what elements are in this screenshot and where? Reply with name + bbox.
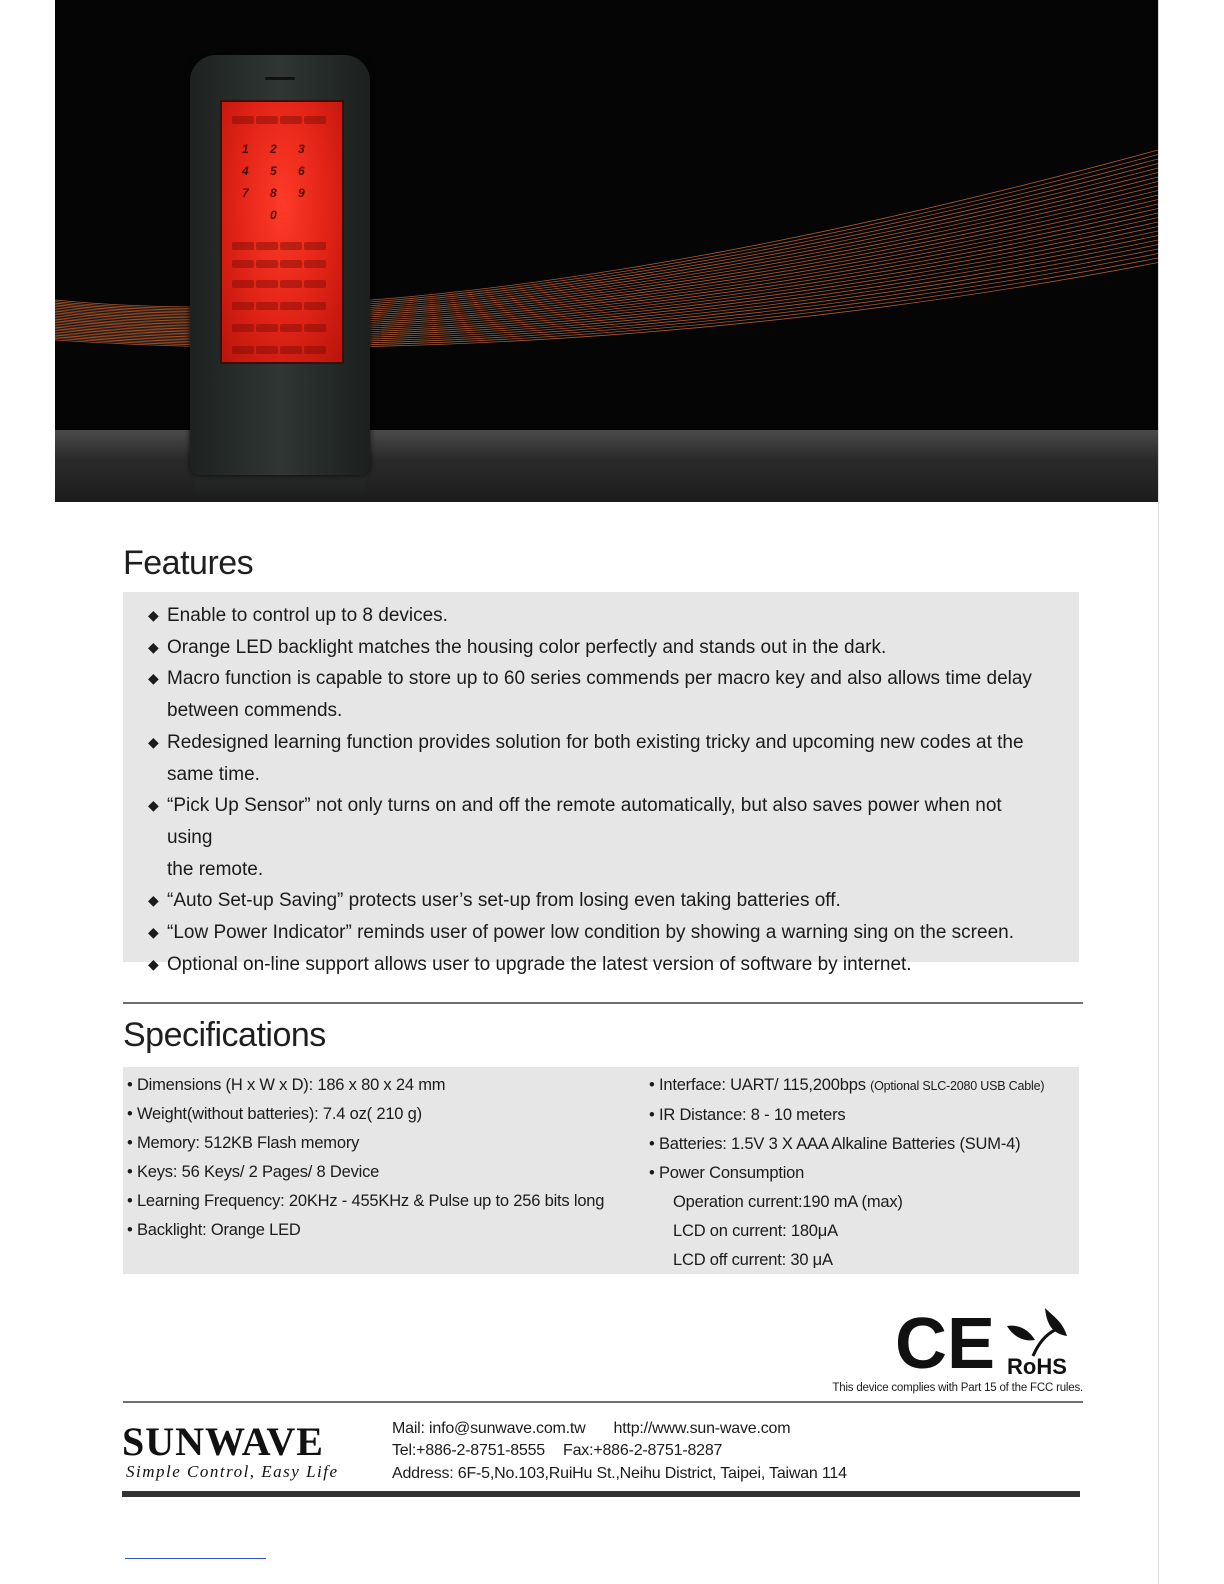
feature-item-continued	[148, 759, 1049, 791]
screen-key-block	[304, 260, 326, 268]
screen-key-block	[280, 116, 302, 124]
feature-item: ◆ Optional on-line support allows user to upgrade the latest version of software by internet.	[148, 949, 1049, 981]
spec-interface-note: (Optional SLC-2080 USB Cable)	[870, 1079, 1045, 1093]
feature-item: ◆ “Low Power Indicator” reminds user of power low condition by showing a warning sing on the screen.	[148, 917, 1049, 949]
screen-key-block	[256, 242, 278, 250]
spec-dimensions: • Dimensions (H x W x D): 186 x 80 x 24 mm	[127, 1076, 446, 1094]
feature-text: between commends.	[167, 700, 343, 722]
spec-interface	[649, 1071, 1079, 1101]
feature-item: ◆ Orange LED backlight matches the housing color perfectly and stands out in the dark.	[148, 632, 1049, 664]
feature-item: ◆ “Pick Up Sensor” not only turns on and off the remote automatically, but also saves power when not using	[148, 790, 1049, 853]
screen-key-block	[256, 116, 278, 124]
specifications-box	[123, 1067, 1079, 1274]
specs-right-column	[649, 1071, 1079, 1275]
key-9: 9	[298, 186, 305, 200]
spec-memory: • Memory: 512KB Flash memory	[127, 1134, 360, 1152]
screen-key-block	[280, 242, 302, 250]
spec-lcd-off-current: LCD off current: 30 μA	[673, 1251, 833, 1269]
feature-item-continued	[148, 854, 1049, 886]
key-1: 1	[242, 142, 249, 156]
screen-key-block	[304, 280, 326, 288]
feature-item: ◆ Enable to control up to 8 devices.	[148, 600, 1049, 632]
contact-line-1	[392, 1420, 790, 1438]
feature-text: “Low Power Indicator” reminds user of power low condition by showing a warning sing on the screen.	[167, 922, 1014, 944]
screen-key-block	[280, 324, 302, 332]
remote-ir-slot	[265, 77, 295, 80]
screen-key-block	[280, 260, 302, 268]
screen-key-block	[304, 242, 326, 250]
screen-key-block	[280, 302, 302, 310]
contact-website[interactable]: http://www.sun-wave.com	[613, 1420, 791, 1437]
screen-key-block	[256, 302, 278, 310]
feature-text: the remote.	[167, 858, 264, 880]
features-heading: Features	[123, 544, 254, 582]
feature-text: same time.	[167, 763, 260, 785]
spec-weight: • Weight(without batteries): 7.4 oz( 210 g)	[127, 1105, 422, 1123]
screen-key-block	[256, 346, 278, 354]
key-8: 8	[270, 186, 277, 200]
screen-key-block	[280, 280, 302, 288]
screen-key-block	[304, 302, 326, 310]
link-underline[interactable]	[125, 1558, 266, 1559]
key-6: 6	[298, 164, 305, 178]
feature-text: Orange LED backlight matches the housing color perfectly and stands out in the dark.	[167, 636, 887, 658]
key-0: 0	[270, 208, 277, 222]
certification-marks	[895, 1300, 1085, 1380]
screen-key-block	[232, 116, 254, 124]
brand-logo: SUNWAVE	[122, 1419, 324, 1464]
hero-image	[55, 0, 1158, 502]
screen-key-block	[232, 280, 254, 288]
feature-item: ◆ Redesigned learning function provides solution for both existing tricky and upcoming new codes at the	[148, 727, 1049, 759]
screen-key-block	[232, 242, 254, 250]
screen-key-block	[280, 346, 302, 354]
feature-item: ◆ Macro function is capable to store up to 60 series commends per macro key and also allows time delay	[148, 663, 1049, 695]
feature-item-continued	[148, 695, 1049, 727]
screen-key-block	[232, 324, 254, 332]
ce-mark: CE	[895, 1304, 996, 1380]
specs-left-column	[127, 1071, 647, 1245]
spec-interface-text: • Interface: UART/ 115,200bps	[649, 1076, 866, 1094]
spec-operation-current: Operation current:190 mA (max)	[673, 1193, 903, 1211]
contact-line-2	[392, 1442, 722, 1460]
feature-text: “Pick Up Sensor” not only turns on and off the remote automatically, but also saves power when not using	[167, 795, 1002, 848]
remote-backlit-screen	[220, 100, 344, 364]
feature-text: Redesigned learning function provides solution for both existing tricky and upcoming new codes at the	[167, 731, 1024, 753]
section-divider	[123, 1002, 1083, 1004]
key-2: 2	[270, 142, 277, 156]
feature-item: ◆ “Auto Set-up Saving” protects user’s set-up from losing even taking batteries off.	[148, 885, 1049, 917]
feature-text: Enable to control up to 8 devices.	[167, 605, 448, 626]
rohs-leaf-icon	[1007, 1308, 1067, 1356]
spec-batteries: • Batteries: 1.5V 3 X AAA Alkaline Batteries (SUM-4)	[649, 1135, 1021, 1153]
screen-key-block	[304, 324, 326, 332]
contact-email: Mail: info@sunwave.com.tw	[392, 1420, 586, 1437]
brand-tagline: Simple Control, Easy Life	[126, 1462, 339, 1481]
feature-text: Macro function is capable to store up to 60 series commends per macro key and also allows time delay	[167, 668, 1032, 690]
screen-key-block	[256, 280, 278, 288]
screen-key-block	[256, 260, 278, 268]
spec-backlight: • Backlight: Orange LED	[127, 1221, 301, 1239]
features-box	[123, 592, 1079, 975]
page-edge-line	[1158, 0, 1159, 1584]
footer-bar	[122, 1491, 1080, 1497]
spec-keys: • Keys: 56 Keys/ 2 Pages/ 8 Device	[127, 1163, 380, 1181]
screen-key-block	[232, 302, 254, 310]
spec-power-consumption: • Power Consumption	[649, 1164, 805, 1182]
screen-key-block	[304, 346, 326, 354]
contact-address: Address: 6F-5,No.103,RuiHu St.,Neihu District, Taipei, Taiwan 114	[392, 1465, 847, 1482]
footer-divider	[123, 1401, 1083, 1403]
screen-key-block	[232, 260, 254, 268]
spec-ir-distance: • IR Distance: 8 - 10 meters	[649, 1106, 846, 1124]
feature-text: Optional on-line support allows user to upgrade the latest version of software by internet.	[167, 953, 912, 975]
feature-text: “Auto Set-up Saving” protects user’s set-up from losing even taking batteries off.	[167, 890, 841, 912]
key-4: 4	[242, 164, 249, 178]
spec-learning-frequency: • Learning Frequency: 20KHz - 455KHz & Pulse up to 256 bits long	[127, 1192, 605, 1210]
features-list	[123, 592, 1079, 980]
key-7: 7	[242, 186, 249, 200]
spec-lcd-on-current: LCD on current: 180μA	[673, 1222, 838, 1240]
key-5: 5	[270, 164, 277, 178]
specifications-heading: Specifications	[123, 1016, 326, 1054]
contact-tel: Tel:+886-2-8751-8555	[392, 1442, 546, 1459]
screen-key-block	[256, 324, 278, 332]
key-3: 3	[298, 142, 305, 156]
screen-key-block	[232, 346, 254, 354]
contact-fax: Fax:+886-2-8751-8287	[563, 1442, 723, 1459]
rohs-mark: RoHS	[1007, 1354, 1067, 1379]
screen-key-block	[304, 116, 326, 124]
fcc-compliance-note: This device complies with Part 15 of the FCC rules.	[832, 1382, 1083, 1394]
